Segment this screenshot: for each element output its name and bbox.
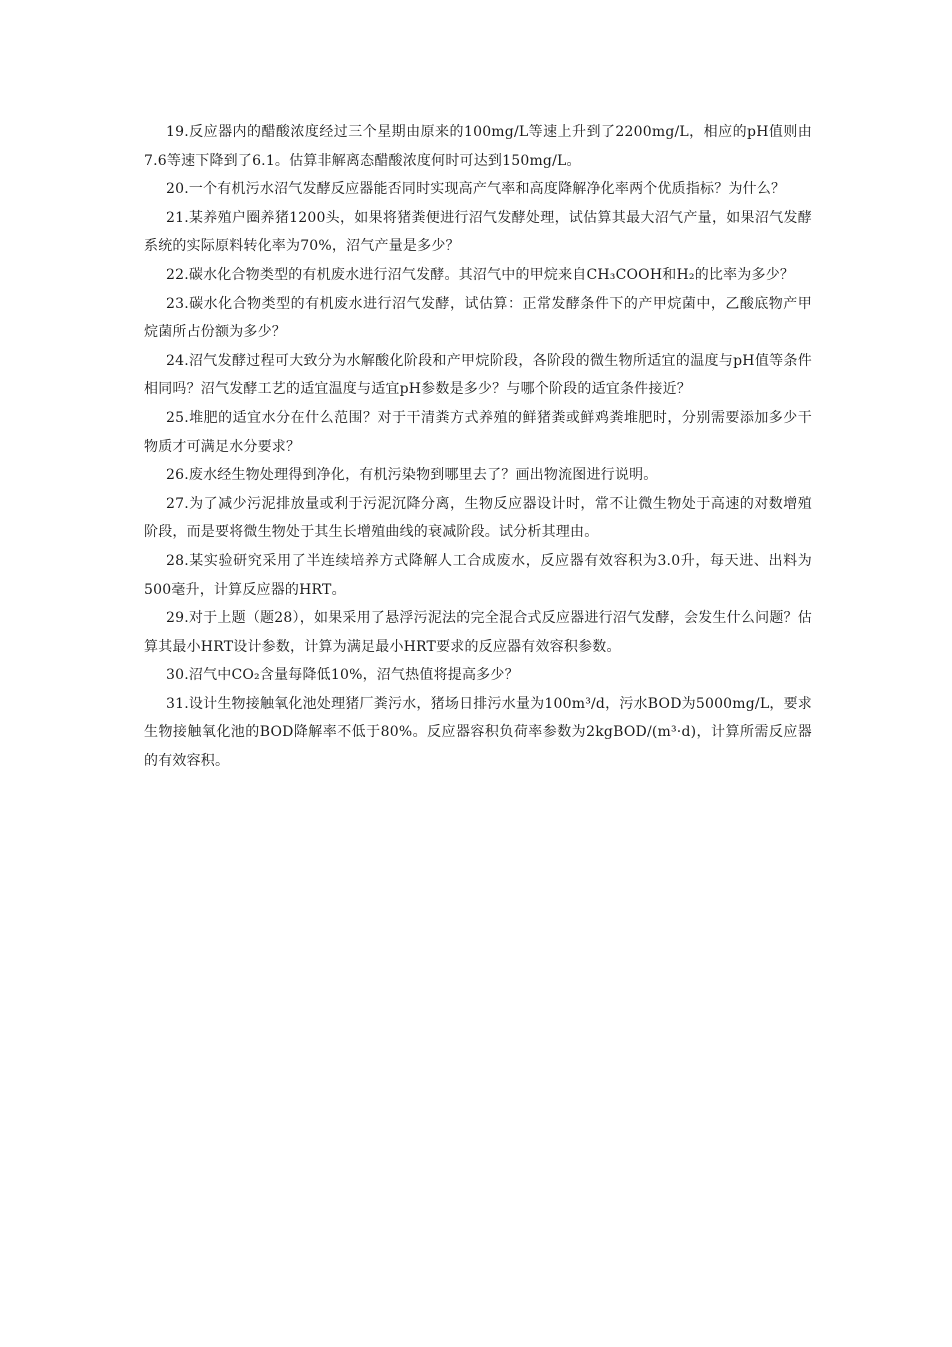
question-23: 23.碳水化合物类型的有机废水进行沼气发酵，试估算：正常发酵条件下的产甲烷菌中，乙酸底物产甲烷菌所占份额为多少？: [144, 295, 812, 341]
question-31: 31.设计生物接触氧化池处理猪厂粪污水，猪场日排污水量为100m³/d，污水BOD为5000mg/L，要求生物接触氧化池的BOD降解率不低于80%。反应器容积负荷率参数为2kgBOD/(m³·d)，计算所需反应器的有效容积。: [144, 695, 812, 770]
question-22: 22.碳水化合物类型的有机废水进行沼气发酵。其沼气中的甲烷来自CH₃COOH和H₂的比率为多少？: [166, 266, 795, 283]
question-19: 19.反应器内的醋酸浓度经过三个星期由原来的100mg/L等速上升到了2200mg/L，相应的pH值则由7.6等速下降到了6.1。估算非解离态醋酸浓度何时可达到150mg/L。: [144, 124, 812, 169]
question-28: 28.某实验研究采用了半连续培养方式降解人工合成废水，反应器有效容积为3.0升，每天进、出料为500毫升，计算反应器的HRT。: [144, 552, 812, 598]
question-24: 24.沼气发酵过程可大致分为水解酸化阶段和产甲烷阶段，各阶段的微生物所适宜的温度与pH值等条件相同吗？沼气发酵工艺的适宜温度与适宜pH参数是多少？与哪个阶段的适宜条件接近？: [144, 352, 812, 398]
question-26: 26.废水经生物处理得到净化，有机污染物到哪里去了？画出物流图进行说明。: [166, 467, 658, 484]
question-20: 20.一个有机污水沼气发酵反应器能否同时实现高产气率和高度降解净化率两个优质指标？为什么？: [166, 181, 786, 198]
question-21: 21.某养殖户圈养猪1200头，如果将猪粪便进行沼气发酵处理，试估算其最大沼气产量，如果沼气发酵系统的实际原料转化率为70%，沼气产量是多少？: [144, 209, 812, 255]
question-30: 30.沼气中CO₂含量每降低10%，沼气热值将提高多少？: [166, 667, 519, 684]
question-29: 29.对于上题（题28），如果采用了悬浮污泥法的完全混合式反应器进行沼气发酵，会发生什么问题？估算其最小HRT设计参数，计算为满足最小HRT要求的反应器有效容积参数。: [144, 610, 812, 655]
question-27: 27.为了减少污泥排放量或利于污泥沉降分离，生物反应器设计时，常不让微生物处于高速的对数增殖阶段，而是要将微生物处于其生长增殖曲线的衰减阶段。试分析其理由。: [144, 495, 812, 541]
question-list: [144, 118, 812, 776]
question-25: 25.堆肥的适宜水分在什么范围？对于干清粪方式养殖的鲜猪粪或鲜鸡粪堆肥时，分别需要添加多少干物质才可满足水分要求？: [144, 409, 812, 455]
